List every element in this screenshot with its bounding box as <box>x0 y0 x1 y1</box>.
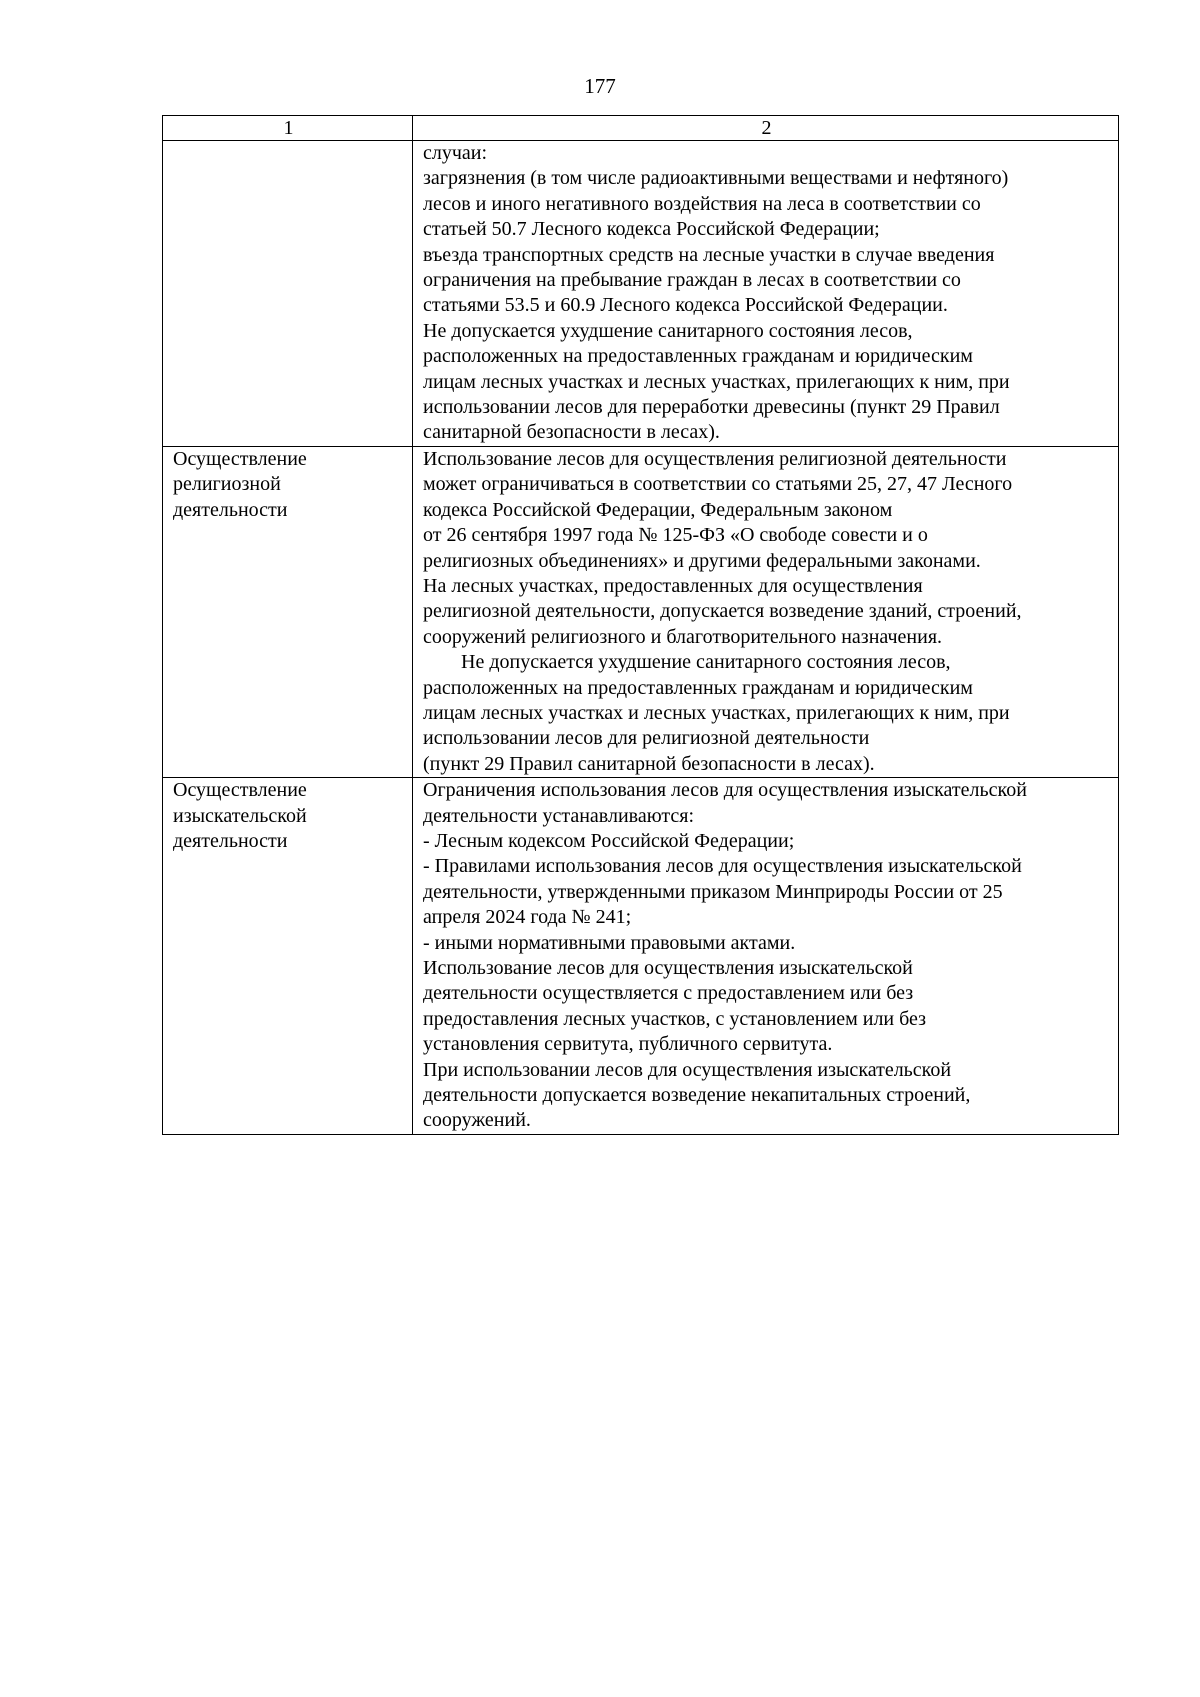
column-header-2: 2 <box>413 116 1119 141</box>
text-line: Использование лесов для осуществления религиозной деятельности <box>423 447 1007 470</box>
text-line: статьями 53.5 и 60.9 Лесного кодекса Российской Федерации. <box>423 294 948 317</box>
activity-line: Осуществление <box>173 779 307 802</box>
text-line: На лесных участках, предоставленных для осуществления <box>423 574 923 597</box>
text-line: расположенных на предоставленных гражданам и юридическим <box>423 345 973 368</box>
activity-line: религиозной <box>173 473 281 496</box>
text-line: деятельности устанавливаются: <box>423 804 695 827</box>
text-line: лесов и иного негативного воздействия на леса в соответствии со <box>423 192 981 215</box>
text-line: загрязнения (в том числе радиоактивными веществами и нефтяного) <box>423 167 1009 190</box>
restrictions-table <box>162 115 1119 1135</box>
activity-line: Осуществление <box>173 447 307 470</box>
table-row <box>163 778 1119 1135</box>
text-line: Ограничения использования лесов для осуществления изыскательской <box>423 779 1027 802</box>
description-cell <box>413 141 1119 447</box>
text-line: Не допускается ухудшение санитарного состояния лесов, <box>423 319 913 342</box>
activity-cell <box>163 141 413 447</box>
activity-line: деятельности <box>173 829 288 852</box>
text-line: использовании лесов для переработки древесины (пункт 29 Правил <box>423 396 1000 419</box>
text-line: - иными нормативными правовыми актами. <box>423 931 796 954</box>
text-line: расположенных на предоставленных гражданам и юридическим <box>423 676 973 699</box>
text-line: может ограничиваться в соответствии со статьями 25, 27, 47 Лесного <box>423 473 1013 496</box>
activity-cell <box>163 446 413 777</box>
text-line: - Правилами использования лесов для осуществления изыскательской <box>423 855 1022 878</box>
activity-cell <box>163 778 413 1135</box>
text-line: религиозной деятельности, допускается возведение зданий, строений, <box>423 600 1022 623</box>
text-line: от 26 сентября 1997 года № 125-ФЗ «О свободе совести и о <box>423 524 928 547</box>
text-line: При использовании лесов для осуществления изыскательской <box>423 1058 952 1081</box>
text-line: деятельности допускается возведение некапитальных строений, <box>423 1084 971 1107</box>
text-line: санитарной безопасности в лесах). <box>423 421 720 444</box>
text-line: (пункт 29 Правил санитарной безопасности в лесах). <box>423 752 875 775</box>
text-line: предоставления лесных участков, с установлением или без <box>423 1007 927 1030</box>
text-line: кодекса Российской Федерации, Федеральным законом <box>423 498 893 521</box>
text-line: религиозных объединениях» и другими федеральными законами. <box>423 549 981 572</box>
text-line: Использование лесов для осуществления изыскательской <box>423 957 913 979</box>
text-line: Не допускается ухудшение санитарного состояния лесов, <box>461 651 951 674</box>
text-line: использовании лесов для религиозной деятельности <box>423 727 870 750</box>
text-line: сооружений религиозного и благотворительного назначения. <box>423 625 943 648</box>
text-line: статьей 50.7 Лесного кодекса Российской Федерации; <box>423 218 880 241</box>
table-header-row <box>163 116 1119 141</box>
text-line: апреля 2024 года № 241; <box>423 906 632 929</box>
description-cell <box>413 446 1119 777</box>
text-line: сооружений. <box>423 1109 531 1132</box>
text-line: въезда транспортных средств на лесные участки в случае введения <box>423 243 995 266</box>
text-line: ограничения на пребывание граждан в лесах в соответствии со <box>423 269 961 292</box>
text-line: лицам лесных участках и лесных участках, прилегающих к ним, при <box>423 370 1010 393</box>
activity-line: деятельности <box>173 498 288 521</box>
text-line: деятельности осуществляется с предоставлением или без <box>423 982 914 1005</box>
text-line: случаи: <box>423 142 488 164</box>
text-line: - Лесным кодексом Российской Федерации; <box>423 829 795 852</box>
description-cell <box>413 778 1119 1135</box>
activity-line: изыскательской <box>173 804 307 827</box>
table-row <box>163 446 1119 777</box>
column-header-1: 1 <box>163 116 413 141</box>
text-line: лицам лесных участках и лесных участках, прилегающих к ним, при <box>423 701 1010 724</box>
page-number: 177 <box>584 74 616 98</box>
table-row <box>163 141 1119 447</box>
text-line: деятельности, утвержденными приказом Минприроды России от 25 <box>423 880 1003 903</box>
text-line: установления сервитута, публичного сервитута. <box>423 1033 833 1056</box>
